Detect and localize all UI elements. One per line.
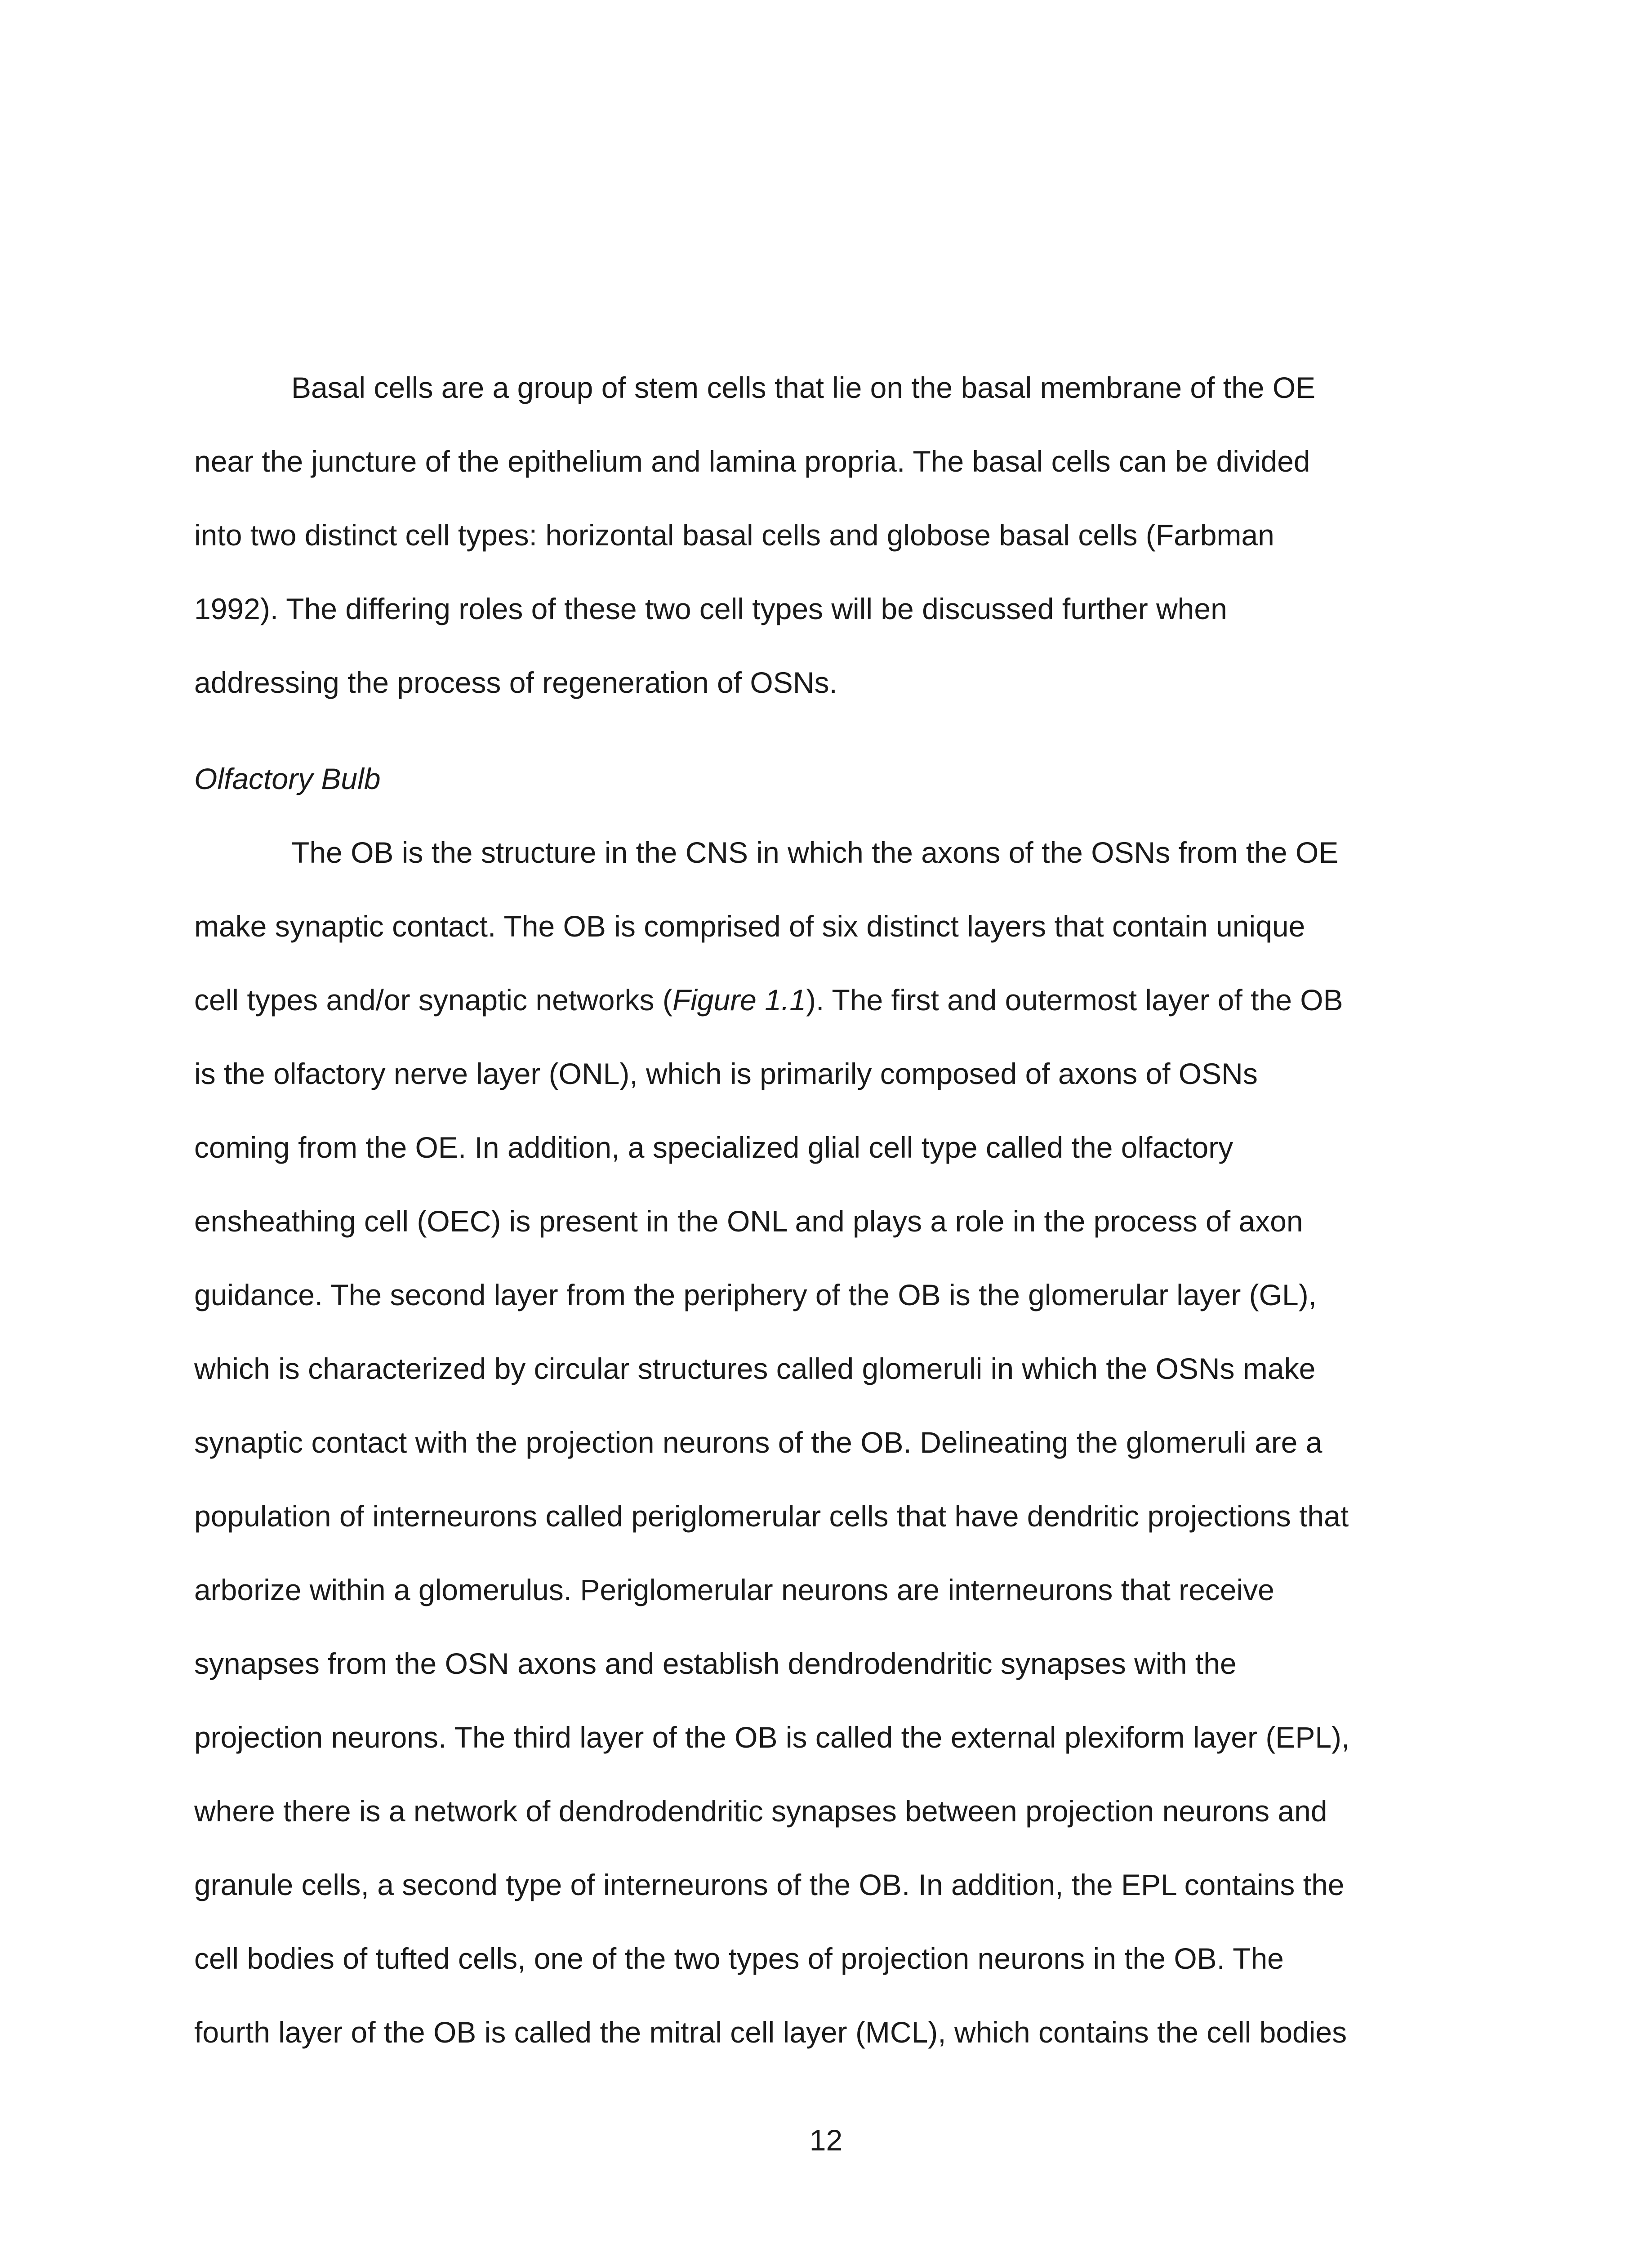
paragraph-2-line-1: The OB is the structure in the CNS in which the axons of the OSNs from the OE (291, 836, 1339, 869)
section-heading: Olfactory Bulb (194, 762, 381, 795)
paragraph-2-line-9: synaptic contact with the projection neurons of the OB. Delineating the glomeruli are a (194, 1426, 1322, 1459)
page-number: 12 (809, 2123, 843, 2157)
line-3-text-after: ). The first and outermost layer of the OB (806, 983, 1343, 1017)
paragraph-2-line-13: projection neurons. The third layer of the OB is called the external plexiform layer (EPL), (194, 1721, 1350, 1754)
paragraph-1-line-3: into two distinct cell types: horizontal basal cells and globose basal cells (Farbman (194, 518, 1274, 552)
line-3-text-before: cell types and/or synaptic networks ( (194, 983, 672, 1017)
paragraph-1-line-1: Basal cells are a group of stem cells that lie on the basal membrane of the OE (291, 371, 1316, 404)
paragraph-2-line-11: arborize within a glomerulus. Periglomerular neurons are interneurons that receive (194, 1573, 1274, 1606)
paragraph-2-line-10: population of interneurons called periglomerular cells that have dendritic projections that (194, 1499, 1349, 1533)
paragraph-2-line-15: granule cells, a second type of interneurons of the OB. In addition, the EPL contains the (194, 1868, 1345, 1901)
paragraph-2-line-3 (194, 982, 1343, 1018)
paragraph-2-line-14: where there is a network of dendrodendritic synapses between projection neurons and (194, 1794, 1327, 1828)
paragraph-2-line-7: guidance. The second layer from the periphery of the OB is the glomerular layer (GL), (194, 1278, 1317, 1311)
paragraph-2-line-16: cell bodies of tufted cells, one of the two types of projection neurons in the OB. The (194, 1942, 1284, 1975)
paragraph-2-line-4: is the olfactory nerve layer (ONL), which is primarily composed of axons of OSNs (194, 1057, 1258, 1090)
paragraph-1-line-5: addressing the process of regeneration of OSNs. (194, 666, 837, 699)
paragraph-2-line-12: synapses from the OSN axons and establish dendrodendritic synapses with the (194, 1647, 1237, 1680)
paragraph-2-line-17: fourth layer of the OB is called the mitral cell layer (MCL), which contains the cell bodies (194, 2016, 1347, 2049)
paragraph-2-line-8: which is characterized by circular structures called glomeruli in which the OSNs make (194, 1352, 1316, 1385)
figure-reference: Figure 1.1 (672, 983, 806, 1017)
paragraph-2-line-2: make synaptic contact. The OB is comprised of six distinct layers that contain unique (194, 910, 1305, 943)
paragraph-2-line-5: coming from the OE. In addition, a specialized glial cell type called the olfactory (194, 1131, 1233, 1164)
paragraph-2-line-6: ensheathing cell (OEC) is present in the ONL and plays a role in the process of axon (194, 1204, 1303, 1238)
paragraph-1-line-2: near the juncture of the epithelium and lamina propria. The basal cells can be divided (194, 445, 1310, 478)
paragraph-1-line-4: 1992). The differing roles of these two cell types will be discussed further when (194, 592, 1227, 625)
